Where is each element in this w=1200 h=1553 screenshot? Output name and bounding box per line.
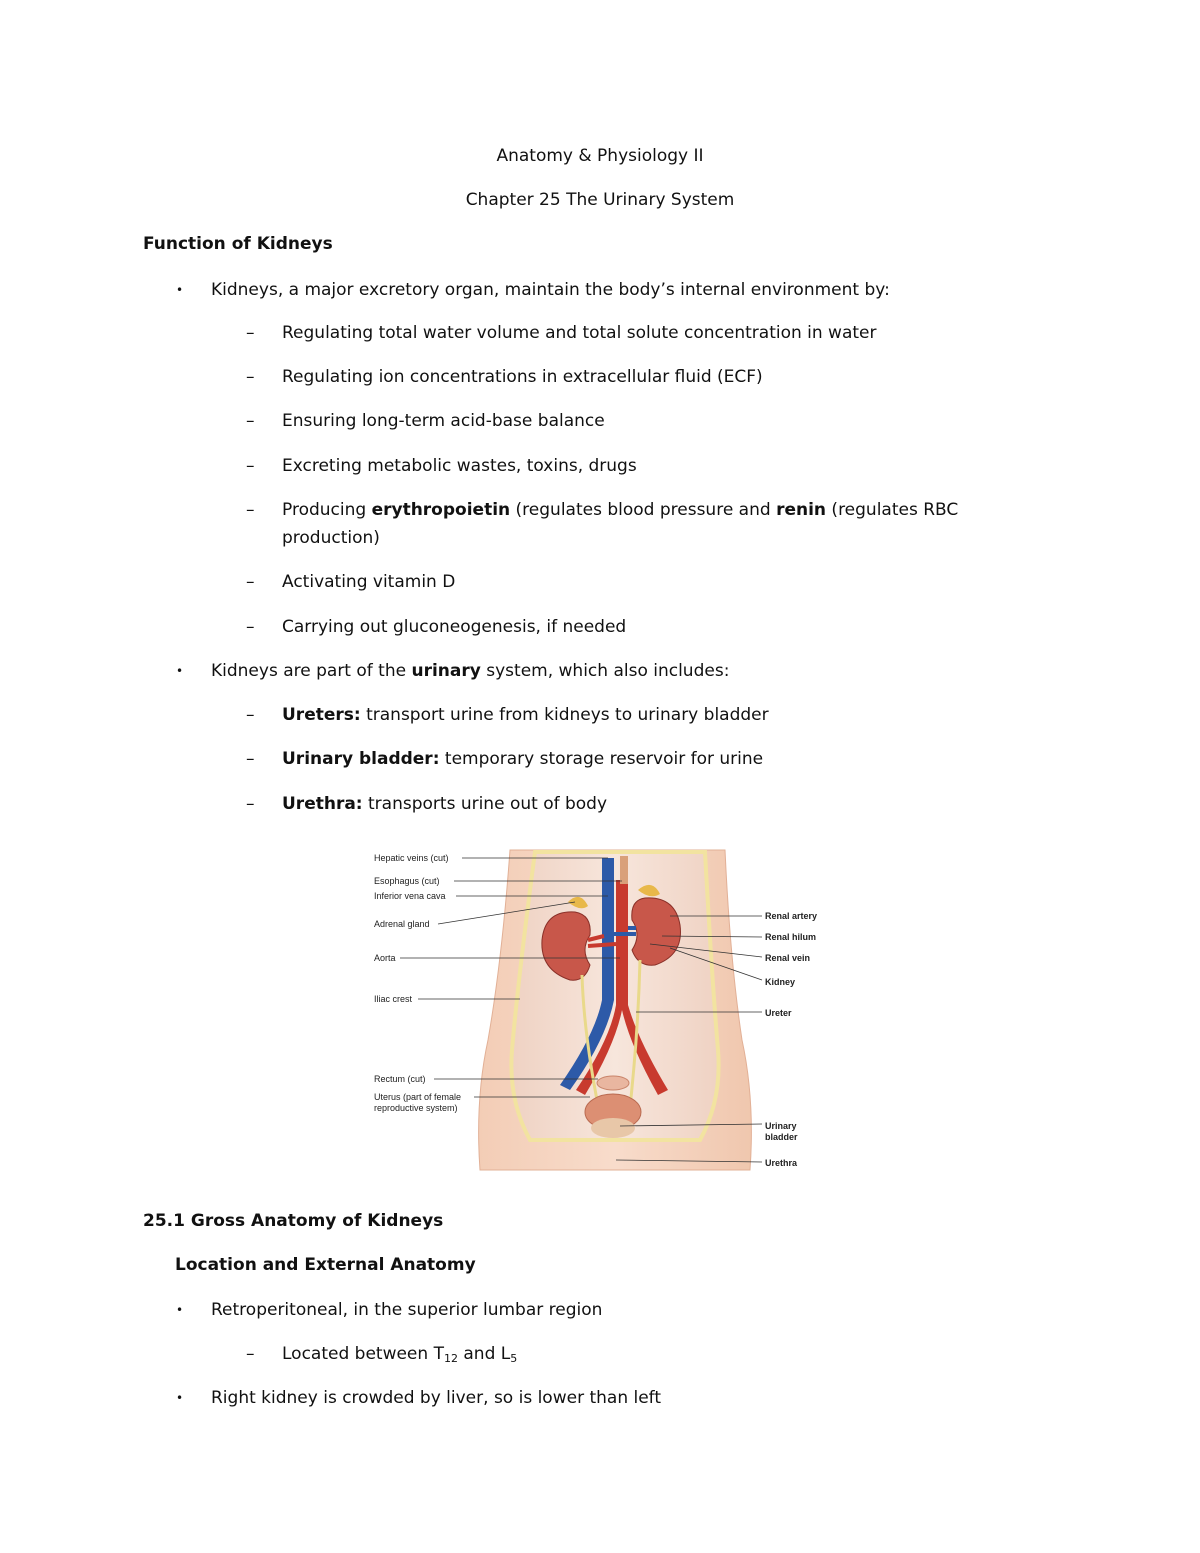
label-inferior-vena-cava: Inferior vena cava — [374, 891, 446, 901]
label-urethra: Urethra — [765, 1158, 798, 1168]
urinary-system-figure — [370, 840, 840, 1185]
dash-icon: – — [246, 411, 255, 431]
bladder-shape — [591, 1118, 635, 1138]
label-aorta: Aorta — [374, 953, 396, 963]
location-item — [282, 1343, 517, 1365]
function-item: Activating vitamin D — [282, 572, 456, 592]
label-urinary-bladder: Urinary — [765, 1121, 797, 1131]
dash-icon: – — [246, 456, 255, 476]
section-heading-gross-anatomy: 25.1 Gross Anatomy of Kidneys — [143, 1211, 444, 1231]
subheading-location: Location and External Anatomy — [175, 1255, 476, 1275]
text-run: Located between T — [282, 1344, 444, 1364]
function-item-erythropoietin — [282, 499, 958, 521]
dash-icon: – — [246, 749, 255, 769]
text-run: transport urine from kidneys to urinary bladder — [360, 705, 769, 725]
term-renin: renin — [776, 500, 827, 520]
label-uterus-line2: reproductive system) — [374, 1103, 458, 1113]
part-item-bladder — [282, 748, 763, 770]
text-run: (regulates RBC — [826, 500, 959, 520]
term-urinary: urinary — [411, 661, 481, 681]
bullet-icon: • — [176, 283, 184, 297]
text-run: system, which also includes: — [480, 661, 730, 681]
label-kidney: Kidney — [765, 977, 796, 987]
bullet-retroperitoneal: Retroperitoneal, in the superior lumbar region — [211, 1300, 603, 1320]
part-item-ureters — [282, 704, 769, 726]
subscript: 5 — [510, 1352, 518, 1365]
function-item: Regulating total water volume and total solute concentration in water — [282, 323, 877, 343]
label-iliac-crest: Iliac crest — [374, 994, 413, 1004]
dash-icon: – — [246, 572, 255, 592]
function-item: Ensuring long-term acid-base balance — [282, 411, 605, 431]
term-urethra: Urethra: — [282, 794, 363, 814]
label-hepatic-veins: Hepatic veins (cut) — [374, 853, 449, 863]
label-renal-artery: Renal artery — [765, 911, 818, 921]
part-item-urethra — [282, 793, 607, 815]
text-run: (regulates blood pressure and — [510, 500, 777, 520]
text-run: Kidneys are part of the — [211, 661, 412, 681]
esophagus-shape — [620, 856, 628, 884]
bullet-icon: • — [176, 1303, 184, 1317]
dash-icon: – — [246, 617, 255, 637]
label-adrenal-gland: Adrenal gland — [374, 919, 430, 929]
bullet-icon: • — [176, 1391, 184, 1405]
subscript: 12 — [443, 1352, 458, 1365]
bullet-right-kidney: Right kidney is crowded by liver, so is lower than left — [211, 1388, 662, 1408]
label-esophagus: Esophagus (cut) — [374, 876, 440, 886]
label-ureter: Ureter — [765, 1008, 792, 1018]
term-ureters: Ureters: — [282, 705, 361, 725]
dash-icon: – — [246, 367, 255, 387]
bullet-icon: • — [176, 664, 184, 678]
text-run: and L — [457, 1344, 511, 1364]
text-run: temporary storage reservoir for urine — [439, 749, 764, 769]
label-urinary-bladder-line2: bladder — [765, 1132, 798, 1142]
bullet-kidneys-maintain: Kidneys, a major excretory organ, maintain the body’s internal environment by: — [211, 280, 890, 300]
text-run: Producing — [282, 500, 372, 520]
bullet-urinary-system — [211, 660, 729, 682]
label-renal-vein: Renal vein — [765, 953, 811, 963]
course-title: Anatomy & Physiology II — [496, 146, 704, 166]
function-item: Carrying out gluconeogenesis, if needed — [282, 617, 627, 637]
label-rectum: Rectum (cut) — [374, 1074, 426, 1084]
section-heading-function: Function of Kidneys — [143, 234, 333, 254]
dash-icon: – — [246, 705, 255, 725]
text-run: transports urine out of body — [362, 794, 608, 814]
function-item-continued: production) — [282, 528, 380, 548]
term-erythropoietin: erythropoietin — [371, 500, 511, 520]
term-urinary-bladder: Urinary bladder: — [282, 749, 440, 769]
function-item: Excreting metabolic wastes, toxins, drugs — [282, 456, 637, 476]
label-renal-hilum: Renal hilum — [765, 932, 817, 942]
dash-icon: – — [246, 1344, 255, 1364]
label-uterus: Uterus (part of female — [374, 1092, 462, 1102]
dash-icon: – — [246, 500, 255, 520]
function-item: Regulating ion concentrations in extracellular fluid (ECF) — [282, 367, 763, 387]
dash-icon: – — [246, 323, 255, 343]
dash-icon: – — [246, 794, 255, 814]
chapter-title: Chapter 25 The Urinary System — [465, 190, 735, 210]
rectum-shape — [597, 1076, 629, 1090]
